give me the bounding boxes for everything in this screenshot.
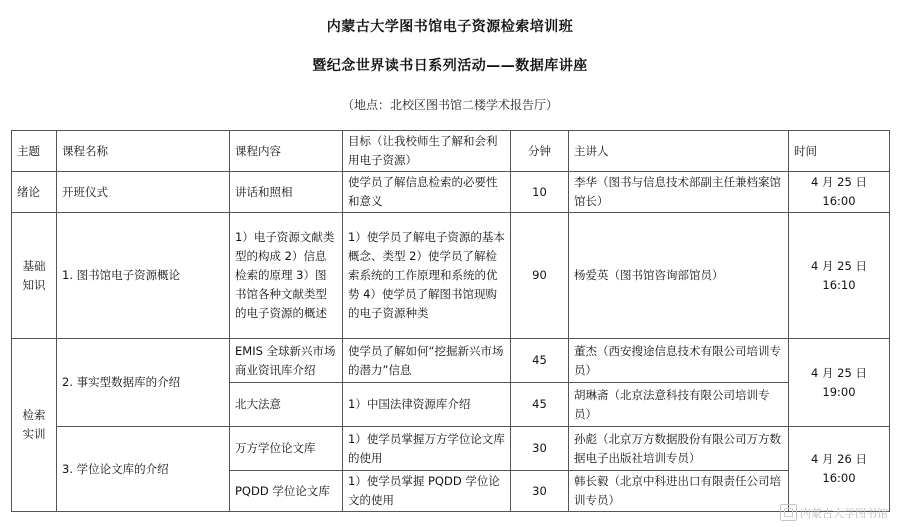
time-cell: 4 月 26 日 16:00 xyxy=(789,427,890,512)
course-content-cell: 1）电子资源文献类型的构成 2）信息检索的原理 3）图书馆各种文献类型的电子资源的概述 xyxy=(230,213,343,339)
minutes-cell: 45 xyxy=(511,383,569,427)
goal-cell: 1）中国法律资源库介绍 xyxy=(343,383,511,427)
document-title: 内蒙古大学图书馆电子资源检索培训班 xyxy=(326,19,574,35)
minutes-cell: 30 xyxy=(511,427,569,471)
theme-cell: 基础知识 xyxy=(12,213,57,339)
watermark-text: 内蒙古大学图书馆 xyxy=(800,506,888,520)
theme-cell: 绪论 xyxy=(12,172,57,213)
library-seal-icon xyxy=(780,504,797,521)
minutes-cell: 45 xyxy=(511,339,569,383)
speaker-cell: 李华（图书与信息技术部副主任兼档案馆馆长） xyxy=(569,172,789,213)
goal-cell: 1）使学员掌握 PQDD 学位论文的使用 xyxy=(343,471,511,512)
table-row xyxy=(12,339,890,383)
course-name-cell: 3. 学位论文库的介绍 xyxy=(57,427,230,512)
document-subtitle: 暨纪念世界读书日系列活动——数据库讲座 xyxy=(312,58,588,74)
course-content-cell: 万方学位论文库 xyxy=(230,427,343,471)
header-goal: 目标（让我校师生了解和会利用电子资源） xyxy=(343,131,511,172)
header-theme: 主题 xyxy=(12,131,57,172)
speaker-cell: 胡琳斋（北京法意科技有限公司培训专员） xyxy=(569,383,789,427)
minutes-cell: 90 xyxy=(511,213,569,339)
schedule-table xyxy=(11,130,890,512)
speaker-cell: 孙彪（北京万方数据股份有限公司万方数据电子出版社培训专员） xyxy=(569,427,789,471)
header-time: 时间 xyxy=(789,131,890,172)
time-cell: 4 月 25 日 16:10 xyxy=(789,213,890,339)
theme-cell: 检索实训 xyxy=(12,339,57,512)
speaker-cell: 董杰（西安搜途信息技术有限公司培训专员） xyxy=(569,339,789,383)
table-header-row xyxy=(12,131,890,172)
table-row xyxy=(12,172,890,213)
minutes-cell: 10 xyxy=(511,172,569,213)
minutes-cell: 30 xyxy=(511,471,569,512)
goal-cell: 1）使学员掌握万方学位论文库的使用 xyxy=(343,427,511,471)
course-content-cell: 讲话和照相 xyxy=(230,172,343,213)
course-name-cell: 2. 事实型数据库的介绍 xyxy=(57,339,230,427)
course-content-cell: PQDD 学位论文库 xyxy=(230,471,343,512)
header-speaker: 主讲人 xyxy=(569,131,789,172)
goal-cell: 使学员了解信息检索的必要性和意义 xyxy=(343,172,511,213)
location-note: （地点：北校区图书馆二楼学术报告厅） xyxy=(341,98,558,112)
goal-cell: 使学员了解如何“挖掘新兴市场的潜力”信息 xyxy=(343,339,511,383)
speaker-cell: 杨爱英（图书馆咨询部馆员） xyxy=(569,213,789,339)
goal-cell: 1）使学员了解电子资源的基本概念、类型 2）使学员了解检索系统的工作原理和系统的优势 4）使学员了解图书馆现购的电子资源种类 xyxy=(343,213,511,339)
time-cell: 4 月 25 日 16:00 xyxy=(789,172,890,213)
course-name-cell: 1. 图书馆电子资源概论 xyxy=(57,213,230,339)
course-content-cell: EMIS 全球新兴市场商业资讯库介绍 xyxy=(230,339,343,383)
time-cell: 4 月 25 日 19:00 xyxy=(789,339,890,427)
table-row xyxy=(12,213,890,339)
course-content-cell: 北大法意 xyxy=(230,383,343,427)
library-watermark xyxy=(780,504,888,521)
header-course-name: 课程名称 xyxy=(57,131,230,172)
header-minutes: 分钟 xyxy=(511,131,569,172)
table-row xyxy=(12,427,890,471)
speaker-cell: 韩长毅（北京中科进出口有限责任公司培训专员） xyxy=(569,471,789,512)
header-course-content: 课程内容 xyxy=(230,131,343,172)
course-name-cell: 开班仪式 xyxy=(57,172,230,213)
